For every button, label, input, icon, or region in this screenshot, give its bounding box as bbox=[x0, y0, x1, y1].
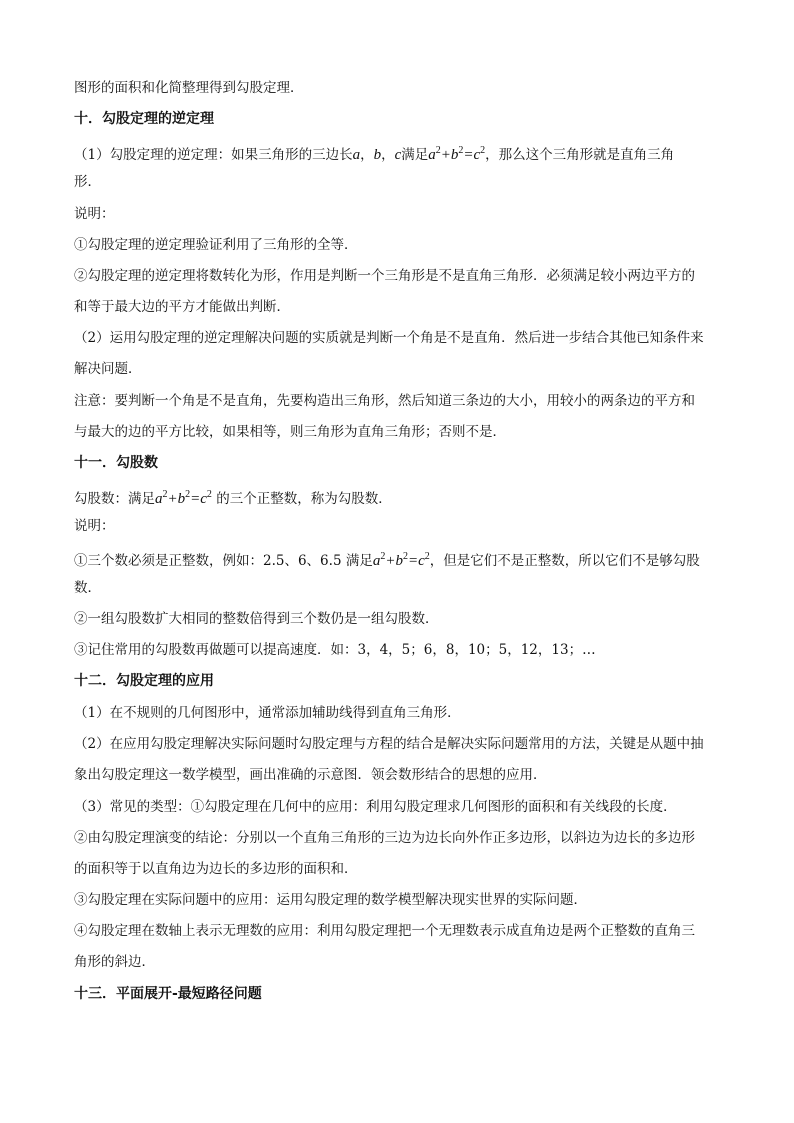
paragraph-line: ③勾股定理在实际问题中的应用：运用勾股定理的数学模型解决现实世界的实际问题． bbox=[74, 892, 587, 908]
paragraph-line: 的面积等于以直角边为边长的多边形的面积和． bbox=[74, 861, 358, 877]
text-run: 勾股数：满足 bbox=[74, 491, 155, 507]
text-run: ，但是它们不是正整数，所以它们不是够勾股 bbox=[429, 553, 700, 569]
paragraph-line: 数． bbox=[74, 580, 101, 596]
paragraph-line: ②由勾股定理演变的结论：分别以一个直角三角形的三边为边长向外作正多边形，以斜边为边长的多边形 bbox=[74, 830, 695, 846]
paragraph-line: 解决问题． bbox=[74, 361, 142, 377]
paragraph-line: （2）运用勾股定理的逆定理解决问题的实质就是判断一个角是不是直角．然后进一步结合其他已知条件来 bbox=[74, 330, 704, 346]
text-run: ， bbox=[360, 147, 374, 163]
paragraph-line: （2）在应用勾股定理解决实际问题时勾股定理与方程的结合是解决实际问题常用的方法，关键是从题中抽 bbox=[74, 736, 704, 752]
paragraph-line: 与最大的边的平方比较，如果相等，则三角形为直角三角形；否则不是． bbox=[74, 424, 506, 440]
math-var-b: b bbox=[373, 147, 382, 163]
section-heading-converse-theorem: 十．勾股定理的逆定理 bbox=[74, 111, 214, 127]
text-run: 满足 bbox=[401, 147, 429, 163]
paragraph-line: ②勾股定理的逆定理将数转化为形，作用是判断一个三角形是不是直角三角形．必须满足较小两边平方的 bbox=[74, 268, 695, 284]
paragraph-line: 形． bbox=[74, 174, 101, 190]
paragraph-line: 和等于最大边的平方才能做出判断． bbox=[74, 299, 290, 315]
paragraph-line: 说明： bbox=[74, 206, 115, 222]
paragraph-line: （3）常见的类型：①勾股定理在几何中的应用：利用勾股定理求几何图形的面积和有关线段的长度． bbox=[74, 799, 677, 815]
paragraph-line bbox=[74, 141, 674, 165]
paragraph-line: 象出勾股定理这一数学模型，画出准确的示意图．领会数形结合的思想的应用． bbox=[74, 767, 547, 783]
formula-pythagorean: $a^2+b^2=c^2$ bbox=[155, 489, 212, 507]
paragraph-line bbox=[74, 547, 700, 571]
paragraph-line: （1）在不规则的几何图形中，通常添加辅助线得到直角三角形． bbox=[74, 705, 461, 721]
text-run: ， bbox=[381, 147, 395, 163]
paragraph-line: ③记住常用的勾股数再做题可以提高速度．如：3，4，5；6，8，10；5，12，13；… bbox=[74, 642, 596, 658]
text-run: ，那么这个三角形就是直角三角 bbox=[485, 147, 675, 163]
paragraph-line: ④勾股定理在数轴上表示无理数的应用：利用勾股定理把一个无理数表示成直角边是两个正整数的直角三 bbox=[74, 923, 695, 939]
text-run: 的三个正整数，称为勾股数． bbox=[216, 491, 392, 507]
paragraph-line bbox=[74, 485, 392, 509]
text-run: ①三个数必须是正整数，例如：2.5、6、6.5 满足 bbox=[74, 553, 373, 569]
text-run: （1）勾股定理的逆定理：如果三角形的三边长 bbox=[74, 147, 353, 163]
math-var-a: a bbox=[352, 147, 361, 163]
paragraph-line: 注意：要判断一个角是不是直角，先要构造出三角形，然后知道三条边的大小，用较小的两条边的平方和 bbox=[74, 393, 695, 409]
paragraph-line: ②一组勾股数扩大相同的整数倍得到三个数仍是一组勾股数． bbox=[74, 611, 439, 627]
paragraph-line: 说明： bbox=[74, 518, 115, 534]
paragraph-line: ①勾股定理的逆定理验证利用了三角形的全等． bbox=[74, 237, 358, 253]
section-heading-applications: 十二．勾股定理的应用 bbox=[74, 673, 214, 689]
formula-pythagorean: $a^2+b^2=c^2$ bbox=[428, 145, 486, 163]
formula-pythagorean: $a^2+b^2=c^2$ bbox=[372, 551, 430, 569]
paragraph-line: 图形的面积和化简整理得到勾股定理． bbox=[74, 80, 304, 96]
paragraph-line: 角形的斜边． bbox=[74, 954, 155, 970]
math-var-c: c bbox=[394, 147, 402, 163]
section-heading-pythagorean-triples: 十一．勾股数 bbox=[74, 455, 158, 471]
section-heading-shortest-path: 十三．平面展开-最短路径问题 bbox=[74, 986, 262, 1002]
